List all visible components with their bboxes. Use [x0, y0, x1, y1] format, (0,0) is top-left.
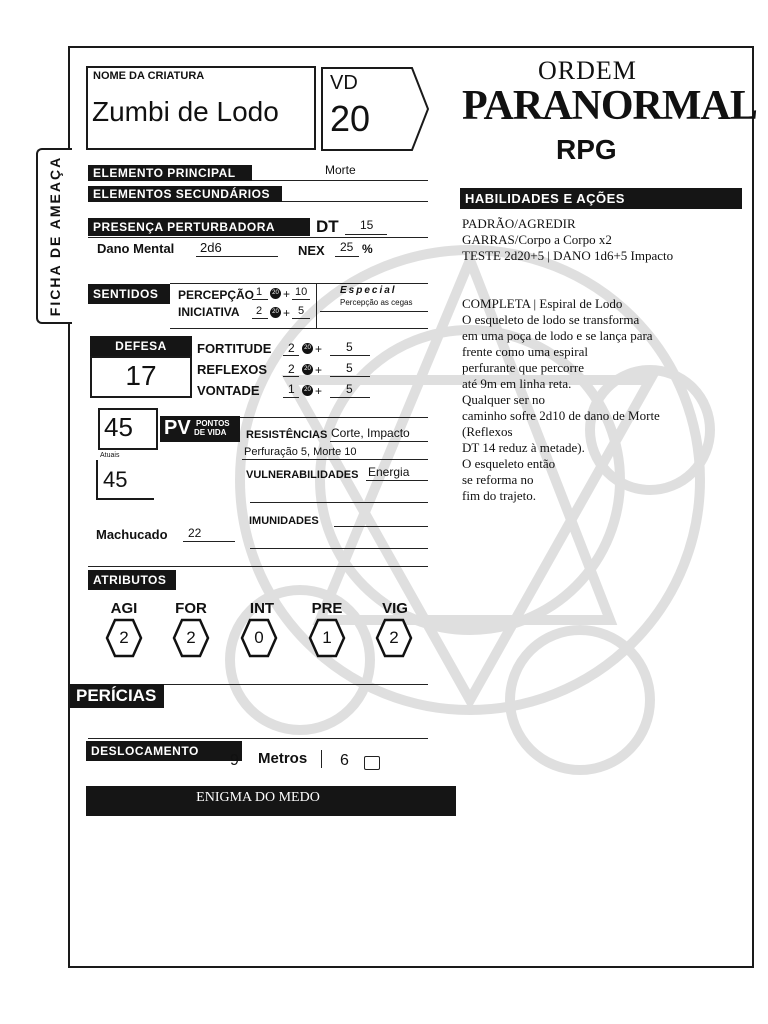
- d20-icon: 20: [270, 288, 281, 299]
- ability-line: Qualquer ser no: [462, 392, 546, 407]
- primary-element-bar: ELEMENTO PRINCIPAL: [88, 165, 252, 181]
- attributes-rule: [88, 566, 428, 567]
- movement-divider: [321, 750, 322, 768]
- abilities-bar: HABILIDADES E AÇÕES: [460, 188, 742, 209]
- perception-dice[interactable]: 1: [256, 286, 263, 298]
- ability-line: fim do trajeto.: [462, 488, 537, 503]
- presence-bar: PRESENÇA PERTURBADORA: [88, 218, 310, 236]
- perception-dice-line: [252, 299, 268, 300]
- skills-label: PERÍCIAS: [76, 686, 157, 705]
- pv-sub2: DE VIDA: [194, 428, 227, 437]
- vd-value[interactable]: 20: [330, 98, 371, 139]
- initiative-label: INICIATIVA: [178, 305, 240, 319]
- ability-line: [462, 264, 744, 280]
- vulnerabilities-value[interactable]: Energia: [368, 465, 410, 479]
- ability-line: até 9m em linha reta.: [462, 376, 572, 391]
- ability-spacer: [462, 280, 744, 296]
- primary-element-value[interactable]: Morte: [325, 163, 356, 177]
- pv-label: PV: [164, 417, 191, 439]
- immunities-line-b: [250, 548, 428, 549]
- senses-bar: SENTIDOS: [88, 284, 170, 304]
- immunities-label: IMUNIDADES: [249, 515, 319, 527]
- presence-dt-label: DT: [316, 217, 339, 236]
- presence-dt-value[interactable]: 15: [360, 218, 374, 232]
- movement-bar: DESLOCAMENTO: [86, 741, 242, 761]
- resistances-line2[interactable]: Perfuração 5, Morte 10: [244, 446, 357, 458]
- secondary-elements-line: [282, 201, 428, 202]
- attr-vig-label: VIG: [382, 600, 408, 617]
- will-label: VONTADE: [197, 383, 260, 398]
- attr-vig-hex[interactable]: [375, 618, 413, 658]
- hp-top-line: [240, 417, 428, 418]
- attr-agi-label: AGI: [110, 600, 138, 617]
- plus-sign: +: [315, 363, 323, 377]
- nex-label: NEX: [298, 243, 325, 258]
- attr-agi-value: 2: [119, 628, 129, 647]
- d20-icon: 20: [302, 385, 313, 396]
- special-label: Especial: [340, 285, 397, 296]
- mental-damage-label: Dano Mental: [97, 241, 175, 256]
- movement-rule: [88, 738, 428, 739]
- mental-damage-value[interactable]: 2d6: [200, 240, 222, 255]
- resistances-line-b: [242, 459, 428, 460]
- primary-element-line: [252, 180, 428, 181]
- vulnerabilities-line-a: [366, 480, 428, 481]
- skills-rule: [164, 684, 428, 685]
- initiative-dice[interactable]: 2: [256, 305, 263, 317]
- defense-bar: DEFESA: [90, 336, 192, 356]
- hurt-value[interactable]: 22: [188, 526, 202, 540]
- brand-paranormal: PARANORMAL: [462, 83, 757, 129]
- will-bonus-line: [330, 397, 370, 398]
- attr-int-hex[interactable]: [240, 618, 278, 658]
- attr-for-value: 2: [186, 628, 196, 647]
- d20-icon: 20: [270, 307, 281, 318]
- ability-line: TESTE 2d20+5 | DANO 1d6+5 Impacto: [462, 248, 674, 263]
- fortitude-label: FORTITUDE: [197, 341, 272, 356]
- resistances-line-a: [330, 441, 428, 442]
- initiative-bonus-line: [292, 318, 310, 319]
- ability-line: O esqueleto de lodo se transforma: [462, 312, 640, 327]
- nex-unit: %: [362, 242, 373, 256]
- attr-int-value: 0: [254, 628, 264, 647]
- immunities-line-a: [334, 526, 428, 527]
- ability-line: GARRAS/Corpo a Corpo x2: [462, 232, 612, 247]
- movement-squares[interactable]: 6: [340, 752, 349, 769]
- ability-line: perfurante que percorre: [462, 360, 584, 375]
- ability-line: O esqueleto então: [462, 456, 556, 471]
- will-bonus[interactable]: 5: [346, 382, 353, 396]
- attr-pre-label: PRE: [311, 600, 343, 617]
- ability-line: frente como uma espiral: [462, 344, 588, 359]
- square-icon: [364, 756, 380, 770]
- attr-agi-hex[interactable]: [105, 618, 143, 658]
- plus-sign: +: [315, 384, 323, 398]
- fortitude-bonus[interactable]: 5: [346, 340, 353, 354]
- fear-text-area[interactable]: [86, 820, 746, 960]
- special-line: [320, 311, 428, 312]
- vd-label: VD: [330, 72, 358, 94]
- perception-label: PERCEPÇÃO: [178, 288, 255, 302]
- reflexes-dice[interactable]: 2: [288, 362, 295, 376]
- attr-vig-value: 2: [389, 628, 399, 647]
- attr-pre-hex[interactable]: [308, 618, 346, 658]
- special-divider: [316, 283, 317, 329]
- presence-row-line: [88, 237, 428, 238]
- secondary-elements-bar: ELEMENTOS SECUNDÁRIOS: [88, 186, 282, 202]
- fear-label: ENIGMA DO MEDO: [196, 790, 320, 805]
- vulnerabilities-label: VULNERABILIDADES: [246, 469, 359, 481]
- ability-line: se reforma no: [462, 472, 534, 487]
- plus-sign: +: [315, 342, 323, 356]
- abilities-text[interactable]: [462, 216, 744, 504]
- d20-icon: 20: [302, 343, 313, 354]
- plus-sign: +: [283, 287, 291, 301]
- vulnerabilities-line-b: [250, 502, 428, 503]
- mental-damage-line: [196, 256, 278, 257]
- attr-for-label: FOR: [175, 600, 207, 617]
- attr-int-label: INT: [249, 600, 275, 617]
- resistances-line1[interactable]: Corte, Impacto: [331, 426, 410, 440]
- movement-value[interactable]: 9: [230, 752, 239, 769]
- sheet-tab: FICHA DE AMEAÇA: [36, 148, 72, 324]
- presence-dt-line: [345, 234, 387, 235]
- defense-value[interactable]: 17: [125, 360, 157, 391]
- nex-value[interactable]: 25: [340, 240, 354, 254]
- movement-unit: Metros: [258, 750, 308, 767]
- perception-bonus[interactable]: 10: [295, 286, 308, 298]
- reflexes-bonus-line: [330, 376, 370, 377]
- initiative-bonus[interactable]: 5: [298, 305, 305, 317]
- brand-ordem: ORDEM: [538, 56, 637, 85]
- hp-current-label: Atuais: [100, 452, 120, 459]
- plus-sign: +: [283, 306, 291, 320]
- ability-line: PADRÃO/AGREDIR: [462, 216, 576, 231]
- hurt-label: Machucado: [96, 527, 168, 542]
- d20-icon: 20: [302, 364, 313, 375]
- reflexes-bonus[interactable]: 5: [346, 361, 353, 375]
- fortitude-dice[interactable]: 2: [288, 341, 295, 355]
- attr-pre-value: 1: [322, 628, 332, 647]
- nex-line: [335, 256, 359, 257]
- creature-name-label: NOME DA CRIATURA: [93, 70, 205, 82]
- hurt-line: [183, 541, 235, 542]
- creature-name[interactable]: Zumbi de Lodo: [92, 96, 279, 127]
- perception-bonus-line: [292, 299, 310, 300]
- special-value[interactable]: Percepção as cegas: [340, 298, 413, 307]
- reflexes-label: REFLEXOS: [197, 362, 268, 377]
- attr-for-hex[interactable]: [172, 618, 210, 658]
- hp-max[interactable]: 45: [103, 467, 128, 492]
- reflexes-dice-line: [283, 376, 299, 377]
- will-dice-line: [283, 397, 299, 398]
- fortitude-bonus-line: [330, 355, 370, 356]
- resistances-label: RESISTÊNCIAS: [246, 429, 328, 441]
- pv-sub1: PONTOS: [196, 419, 230, 428]
- attributes-bar: ATRIBUTOS: [88, 570, 176, 590]
- ability-line: DT 14 reduz à metade).: [462, 440, 585, 455]
- ability-line: caminho sofre 2d10 de dano de Morte: [462, 408, 660, 423]
- will-dice[interactable]: 1: [288, 382, 295, 396]
- ability-line: (Reflexos: [462, 424, 513, 439]
- fortitude-dice-line: [283, 355, 299, 356]
- hp-current[interactable]: 45: [104, 412, 133, 442]
- initiative-dice-line: [252, 318, 268, 319]
- ability-line: em uma poça de lodo e se lança para: [462, 328, 653, 343]
- brand-rpg: RPG: [556, 134, 617, 165]
- ability-line: COMPLETA | Espiral de Lodo: [462, 296, 623, 311]
